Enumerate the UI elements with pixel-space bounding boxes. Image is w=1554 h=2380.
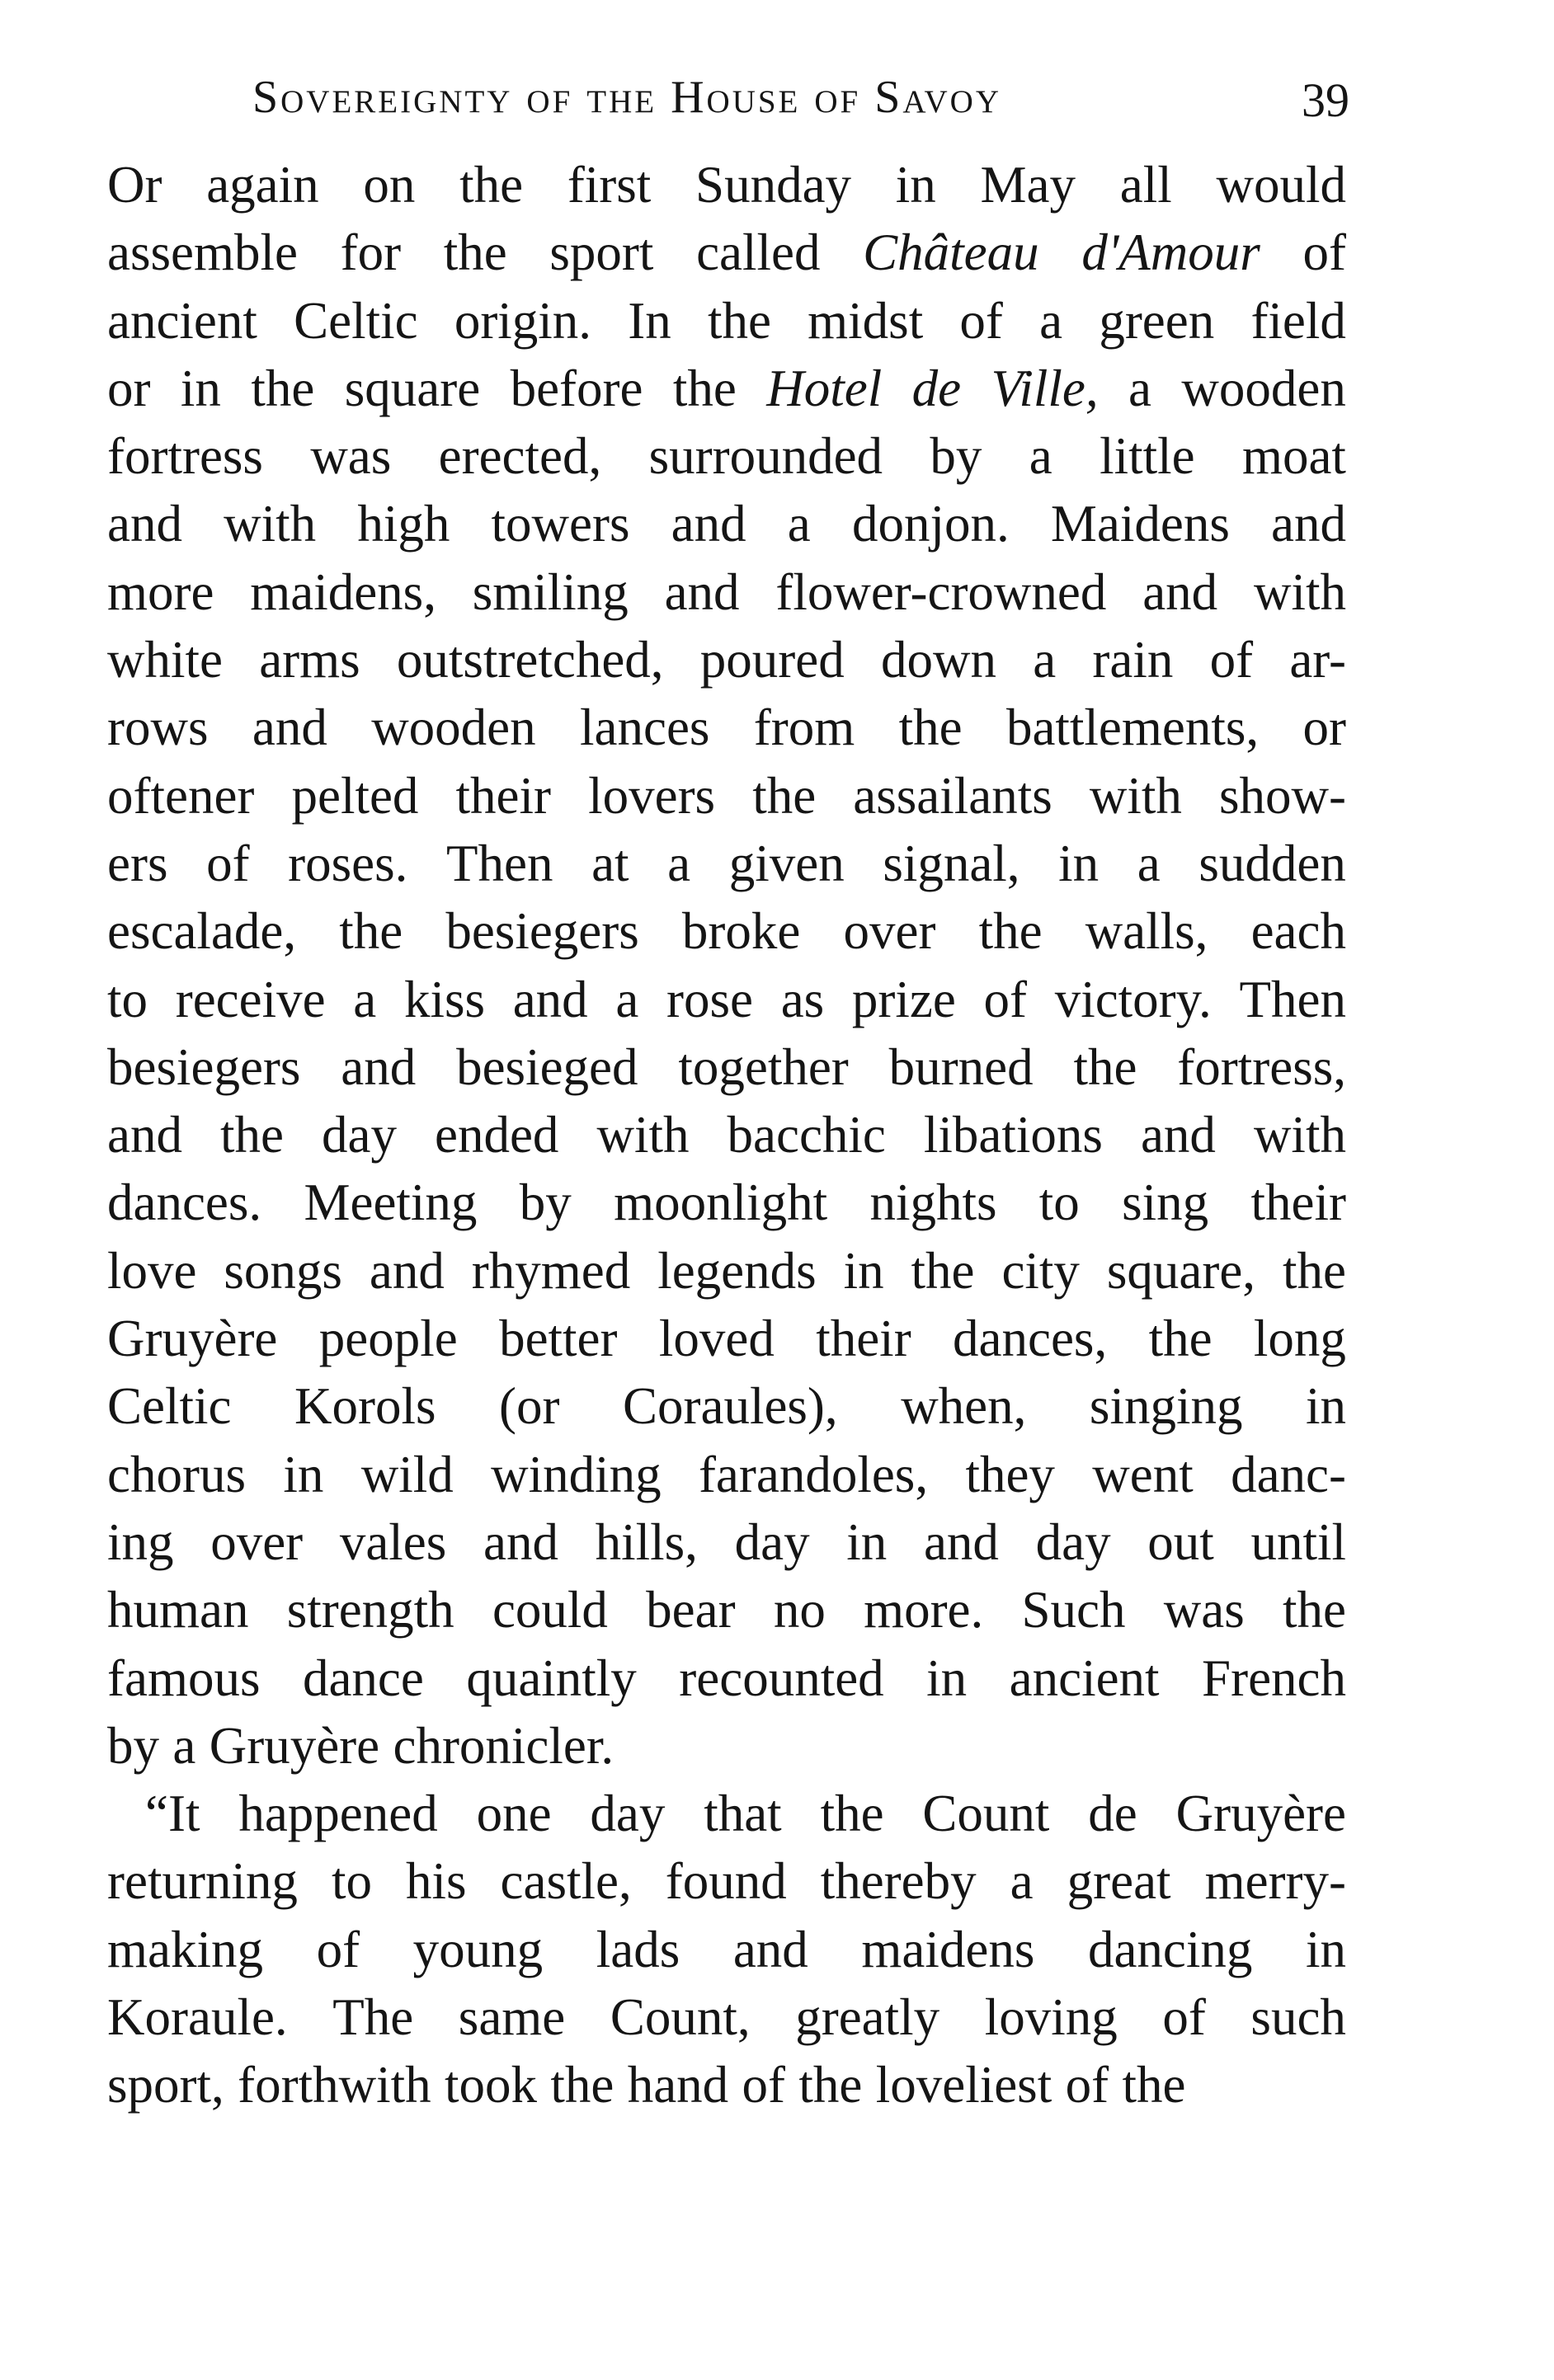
text-line: fortress was erected, surrounded by a little moat [107, 427, 1346, 486]
text-line: dances. Meeting by moonlight nights to sing their [107, 1174, 1346, 1232]
text-line: love songs and rhymed legends in the city square, the [107, 1241, 1346, 1300]
text-line: Koraule. The same Count, greatly loving of such [107, 1988, 1346, 2047]
running-head-title: Sovereignty of the House of Savoy [252, 72, 1002, 123]
text-line: human strength could bear no more. Such was the [107, 1581, 1346, 1639]
text-line: ancient Celtic origin. In the midst of a green field [107, 291, 1346, 350]
page-number: 39 [1302, 73, 1349, 127]
text-line: or in the square before the Hotel de Ville, a wooden [107, 359, 1346, 417]
text-line: and the day ended with bacchic libations and with [107, 1106, 1346, 1164]
text-line: rows and wooden lances from the battlements, or [107, 698, 1346, 757]
running-head [252, 64, 1349, 130]
text-line: making of young lads and maidens dancing in [107, 1920, 1346, 1978]
text-line: sport, forthwith took the hand of the loveliest of the [107, 2056, 1186, 2114]
text-line: and with high towers and a donjon. Maidens and [107, 495, 1346, 553]
text-line: to receive a kiss and a rose as prize of victory. Then [107, 970, 1346, 1028]
text-line: white arms outstretched, poured down a rain of ar- [107, 631, 1346, 689]
text-line: Gruyère people better loved their dances, the long [107, 1310, 1346, 1368]
text-line: Celtic Korols (or Coraules), when, singing in [107, 1377, 1346, 1436]
text-line: famous dance quaintly recounted in ancient French [107, 1649, 1346, 1707]
text-line: “It happened one day that the Count de Gruyère [145, 1785, 1346, 1843]
text-line: returning to his castle, found thereby a great merry- [107, 1852, 1346, 1911]
text-line: by a Gruyère chronicler. [107, 1716, 615, 1775]
text-line: more maidens, smiling and flower-crowned and with [107, 562, 1346, 621]
paragraph [107, 151, 1346, 1780]
text-line: ers of roses. Then at a given signal, in a sudden [107, 834, 1346, 892]
text-line: assemble for the sport called Château d'Amour of [107, 223, 1346, 282]
text-line: escalade, the besiegers broke over the walls, each [107, 902, 1346, 961]
text-line: oftener pelted their lovers the assailants with show- [107, 766, 1346, 825]
paragraph [107, 1780, 1346, 2119]
text-line: besiegers and besieged together burned the fortress, [107, 1037, 1346, 1096]
body-text [107, 151, 1346, 2119]
text-line: chorus in wild winding farandoles, they went danc- [107, 1445, 1346, 1503]
text-line: ing over vales and hills, day in and day out until [107, 1512, 1346, 1571]
text-line: Or again on the first Sunday in May all would [107, 156, 1346, 214]
